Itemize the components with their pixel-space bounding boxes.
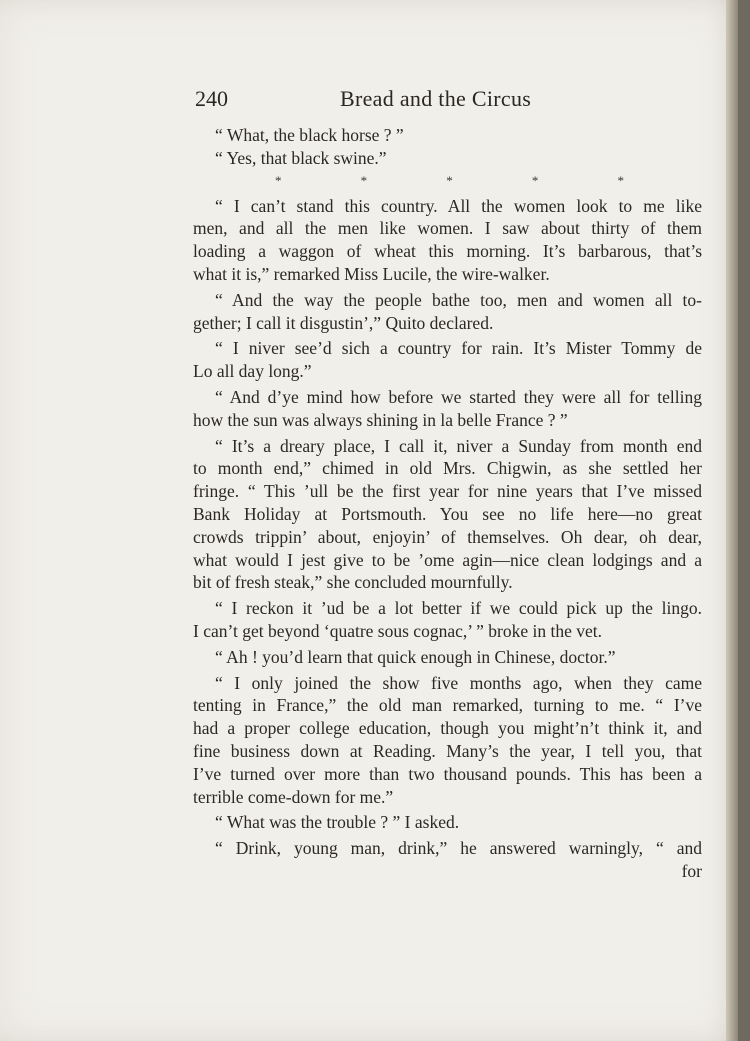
text-line: “ Ah ! you’d learn that quick enough in Chinese, doctor.” — [215, 646, 616, 667]
text-line: terrible come-down for me.” — [193, 786, 394, 807]
text-line: “ I reckon it ’ud be a lot better if we could pick up the lingo. — [215, 598, 702, 619]
separator-star: * — [617, 172, 624, 188]
text-line: tenting in France,” the old man remarked, turning to me. “ I’ve — [193, 695, 702, 716]
separator-star: * — [531, 172, 539, 188]
text-line: “ Drink, young man, drink,” he answered warningly, “ and — [215, 838, 702, 859]
separator-star: * — [360, 172, 368, 188]
page-edge — [726, 0, 738, 1041]
text-line: how the sun was always shining in la belle France ? ” — [193, 409, 568, 430]
running-title: Bread and the Circus — [340, 86, 532, 111]
text-line: fine business down at Reading. Many’s the year, I tell you, that — [193, 740, 702, 761]
text-line: had a proper college education, though you might’n’t think it, and — [193, 718, 702, 739]
text-line: bit of fresh steak,” she concluded mournfully. — [193, 572, 513, 593]
separator-star: * — [275, 172, 282, 188]
text-line: I can’t get beyond ‘quatre sous cognac,’ ” broke in the vet. — [193, 620, 602, 641]
text-line: “ What was the trouble ? ” I asked. — [215, 812, 460, 833]
text-line: what would I jest give to be ’ome agin—nice clean lodgings and a — [193, 549, 702, 570]
text-line: “ I niver see’d sich a country for rain. It’s Mister Tommy de — [215, 338, 702, 359]
text-line: to month end,” chimed in old Mrs. Chigwin, as she settled her — [193, 458, 702, 479]
text-line: Bank Holiday at Portsmouth. You see no life here—no great — [193, 503, 702, 524]
section-separator — [193, 170, 702, 192]
separator-star: * — [446, 172, 453, 188]
text-line: “ It’s a dreary place, I call it, niver a Sunday from month end — [215, 435, 702, 456]
body-text — [193, 124, 702, 883]
page-number: 240 — [195, 86, 228, 111]
text-line: fringe. “ This ’ull be the first year for nine years that I’ve missed — [193, 481, 702, 502]
catchword: for — [681, 860, 702, 881]
text-line: I’ve turned over more than two thousand pounds. This has been a — [193, 763, 702, 784]
text-line: “ I can’t stand this country. All the women look to me like — [215, 195, 702, 216]
text-line: loading a waggon of wheat this morning. It’s barbarous, that’s — [193, 241, 702, 262]
text-line: men, and all the men like women. I saw about thirty of them — [193, 218, 702, 239]
text-line: “ And d’ye mind how before we started they were all for telling — [215, 386, 702, 407]
text-line: what it is,” remarked Miss Lucile, the wire-walker. — [193, 263, 550, 284]
text-line: “ I only joined the show five months ago, when they came — [215, 672, 702, 693]
text-line: gether; I call it disgustin’,” Quito declared. — [193, 312, 494, 333]
text-line: “ What, the black horse ? ” — [215, 125, 404, 145]
text-line: “ And the way the people bathe too, men and women all to- — [215, 289, 702, 310]
text-line: Lo all day long.” — [193, 361, 312, 382]
page-header — [195, 86, 710, 120]
text-line: “ Yes, that black swine.” — [215, 147, 387, 168]
text-line: crowds trippin’ about, enjoyin’ of themselves. Oh dear, oh dear, — [193, 526, 702, 547]
